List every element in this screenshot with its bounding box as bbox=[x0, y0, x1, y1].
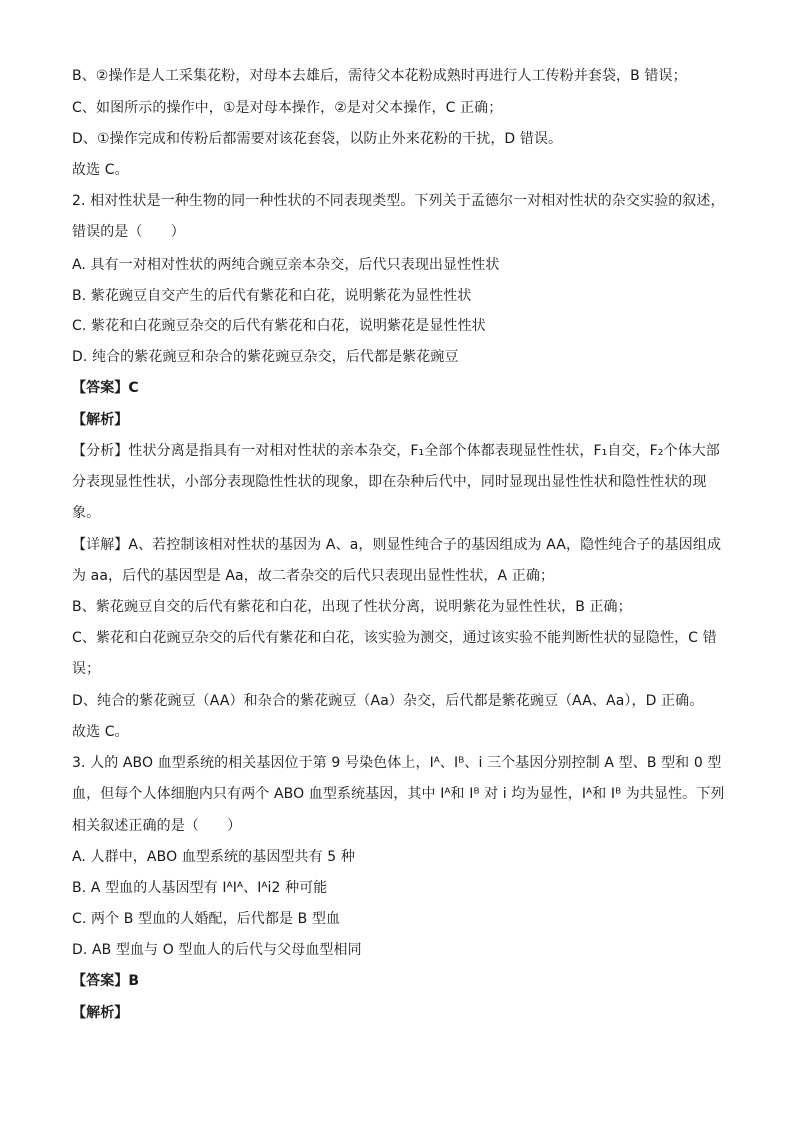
text-line: 分表现显性性状，小部分表现隐性性状的现象，即在杂种后代中，同时显现出显性性状和隐性性状的现 bbox=[72, 474, 707, 490]
question-3-stem: 3. 人的 ABO 血型系统的相关基因位于第 9 号染色体上，Iᴬ、Iᴮ、i 三个基因分别控制 A 型、B 型和 0 型 bbox=[72, 755, 722, 771]
option-c: C. 紫花和白花豌豆杂交的后代有紫花和白花，说明紫花是显性性状 bbox=[72, 318, 486, 334]
text-line: 象。 bbox=[72, 505, 101, 521]
text-line: 为 aa，后代的基因型是 Aa，故二者杂交的后代只表现出显性性状，A 正确； bbox=[72, 568, 555, 584]
option-a: A. 人群中，ABO 血型系统的基因型共有 5 种 bbox=[72, 849, 355, 865]
analysis-label: 【解析】 bbox=[72, 412, 129, 428]
question-2-stem: 2. 相对性状是一种生物的同一种性状的不同表现类型。下列关于孟德尔一对相对性状的杂交实验的叙述， bbox=[72, 193, 725, 209]
text-line: C、如图所示的操作中，①是对母本操作，②是对父本操作，C 正确； bbox=[72, 100, 503, 116]
text-line: 故选 C。 bbox=[72, 724, 129, 740]
option-d: D. AB 型血与 O 型血人的后代与父母血型相同 bbox=[72, 942, 362, 958]
text-line: C、紫花和白花豌豆杂交的后代有紫花和白花，该实验为测交，通过该实验不能判断性状的显隐性，C 错 bbox=[72, 630, 717, 646]
text-line: B、②操作是人工采集花粉，对母本去雄后，需待父本花粉成熟时再进行人工传粉并套袋，B 错误； bbox=[72, 68, 687, 84]
text-line: 【分析】性状分离是指具有一对相对性状的亲本杂交，F₁全部个体都表现显性性状，F₁自交，F₂个体大部 bbox=[72, 443, 720, 459]
text-line: 故选 C。 bbox=[72, 162, 129, 178]
option-a: A. 具有一对相对性状的两纯合豌豆亲本杂交，后代只表现出显性性状 bbox=[72, 257, 500, 273]
option-d: D. 纯合的紫花豌豆和杂合的紫花豌豆杂交，后代都是紫花豌豆 bbox=[72, 349, 459, 365]
text-line: B、紫花豌豆自交的后代有紫花和白花，出现了性状分离，说明紫花为显性性状，B 正确； bbox=[72, 599, 632, 615]
option-b: B. 紫花豌豆自交产生的后代有紫花和白花，说明紫花为显性性状 bbox=[72, 288, 472, 304]
text-line: 误； bbox=[72, 661, 101, 677]
answer-label: 【答案】C bbox=[72, 380, 139, 396]
analysis-label: 【解析】 bbox=[72, 1005, 129, 1021]
question-2-stem: 错误的是（ ） bbox=[72, 224, 185, 240]
question-3-stem: 血，但每个人体细胞内只有两个 ABO 血型系统基因，其中 Iᴬ和 Iᴮ 对 i 均为显性，Iᴬ和 Iᴮ 为共显性。下列 bbox=[72, 786, 725, 802]
text-line: D、纯合的紫花豌豆（AA）和杂合的紫花豌豆（Aa）杂交，后代都是紫花豌豆（AA、Aa），D 正确。 bbox=[72, 693, 704, 709]
text-line: 【详解】A、若控制该相对性状的基因为 A、a，则显性纯合子的基因组成为 AA，隐性纯合子的基因组成 bbox=[72, 537, 722, 553]
answer-label: 【答案】B bbox=[72, 973, 140, 989]
question-3-stem: 相关叙述正确的是（ ） bbox=[72, 818, 242, 834]
option-c: C. 两个 B 型血的人婚配，后代都是 B 型血 bbox=[72, 911, 341, 927]
text-line: D、①操作完成和传粉后都需要对该花套袋，以防止外来花粉的干扰，D 错误。 bbox=[72, 131, 563, 147]
option-b: B. A 型血的人基因型有 IᴬIᴬ、Iᴬi2 种可能 bbox=[72, 880, 328, 896]
